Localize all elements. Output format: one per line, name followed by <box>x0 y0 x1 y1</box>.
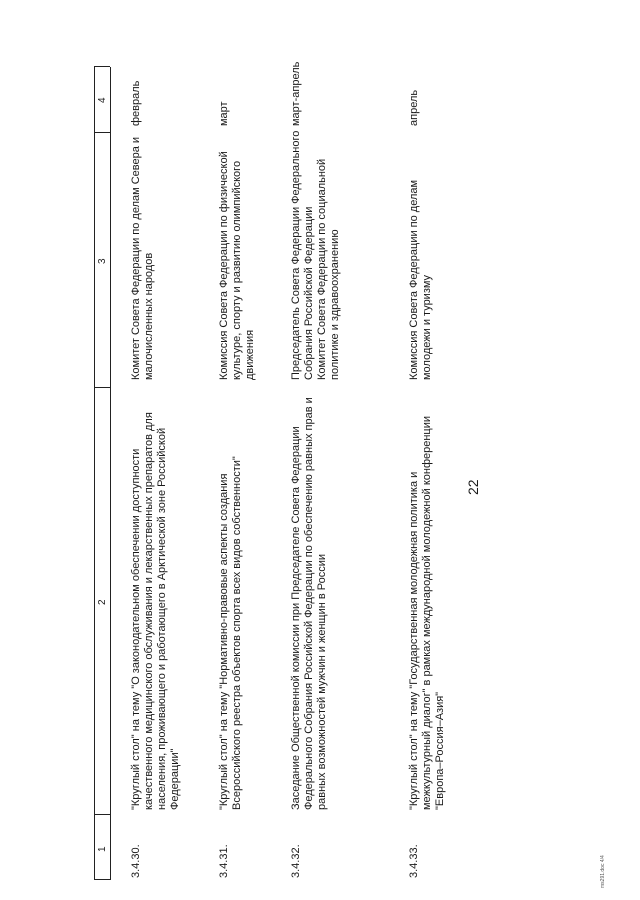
event-period: март-апрель <box>290 61 302 126</box>
column-header-2: 2 <box>97 599 108 605</box>
event-description: "Круглый стол" на тему "Государственная молодежная политика и межкультурный диалог" в рамках международной молодежной конференции "Европа–Россия–Азия" <box>408 415 446 810</box>
table-header-bottom-border <box>110 67 111 880</box>
page-number: 22 <box>465 479 481 495</box>
event-period: апрель <box>408 89 420 126</box>
responsible-body: Комиссия Совета Федерации по делам молодежи и туризму <box>408 179 433 380</box>
event-description: "Круглый стол" на тему "О законодательном обеспечении доступности качественного медицинского обслуживания и лекарственных препаратов для населения, проживающего и работающего в Арктической зоне Российской Федерации" <box>130 412 181 810</box>
table-border-right <box>94 66 110 67</box>
row-number: 3.4.32. <box>290 844 302 878</box>
responsible-body: Комитет Совета Федерации по делам Севера и малочисленных народов <box>130 136 155 380</box>
event-period: февраль <box>130 80 142 126</box>
row-number: 3.4.30. <box>130 844 142 878</box>
column-header-3: 3 <box>97 258 108 264</box>
table-header-top-border <box>94 67 95 880</box>
column-divider <box>94 814 110 815</box>
row-number: 3.4.33. <box>408 844 420 878</box>
column-header-4: 4 <box>97 97 108 103</box>
event-description: "Круглый стол" на тему "Нормативно-правовые аспекты создания Всероссийского реестра объектов спорта всех видов собственности" <box>218 456 243 810</box>
event-description: Заседание Общественной комиссии при Председателе Совета Федерации Федерального Собрания Российской Федерации по обеспечению равных прав и равных возможностей мужчин и женщин в России <box>290 397 328 810</box>
column-header-1: 1 <box>97 846 108 852</box>
event-period: март <box>218 101 230 126</box>
document-footer-code: ms291.doc 4/4 <box>600 855 606 888</box>
responsible-body: Председатель Совета Федерации Федерального Собрания Российской Федерации Комитет Совета Федерации по социальной политике и здравоохранению <box>290 130 341 380</box>
column-divider <box>94 387 110 388</box>
responsible-body: Комиссия Совета Федерации по физической культуре, спорту и развитию олимпийского движения <box>218 151 256 380</box>
column-divider <box>94 132 110 133</box>
row-number: 3.4.31. <box>218 844 230 878</box>
table-border-left <box>94 879 110 880</box>
